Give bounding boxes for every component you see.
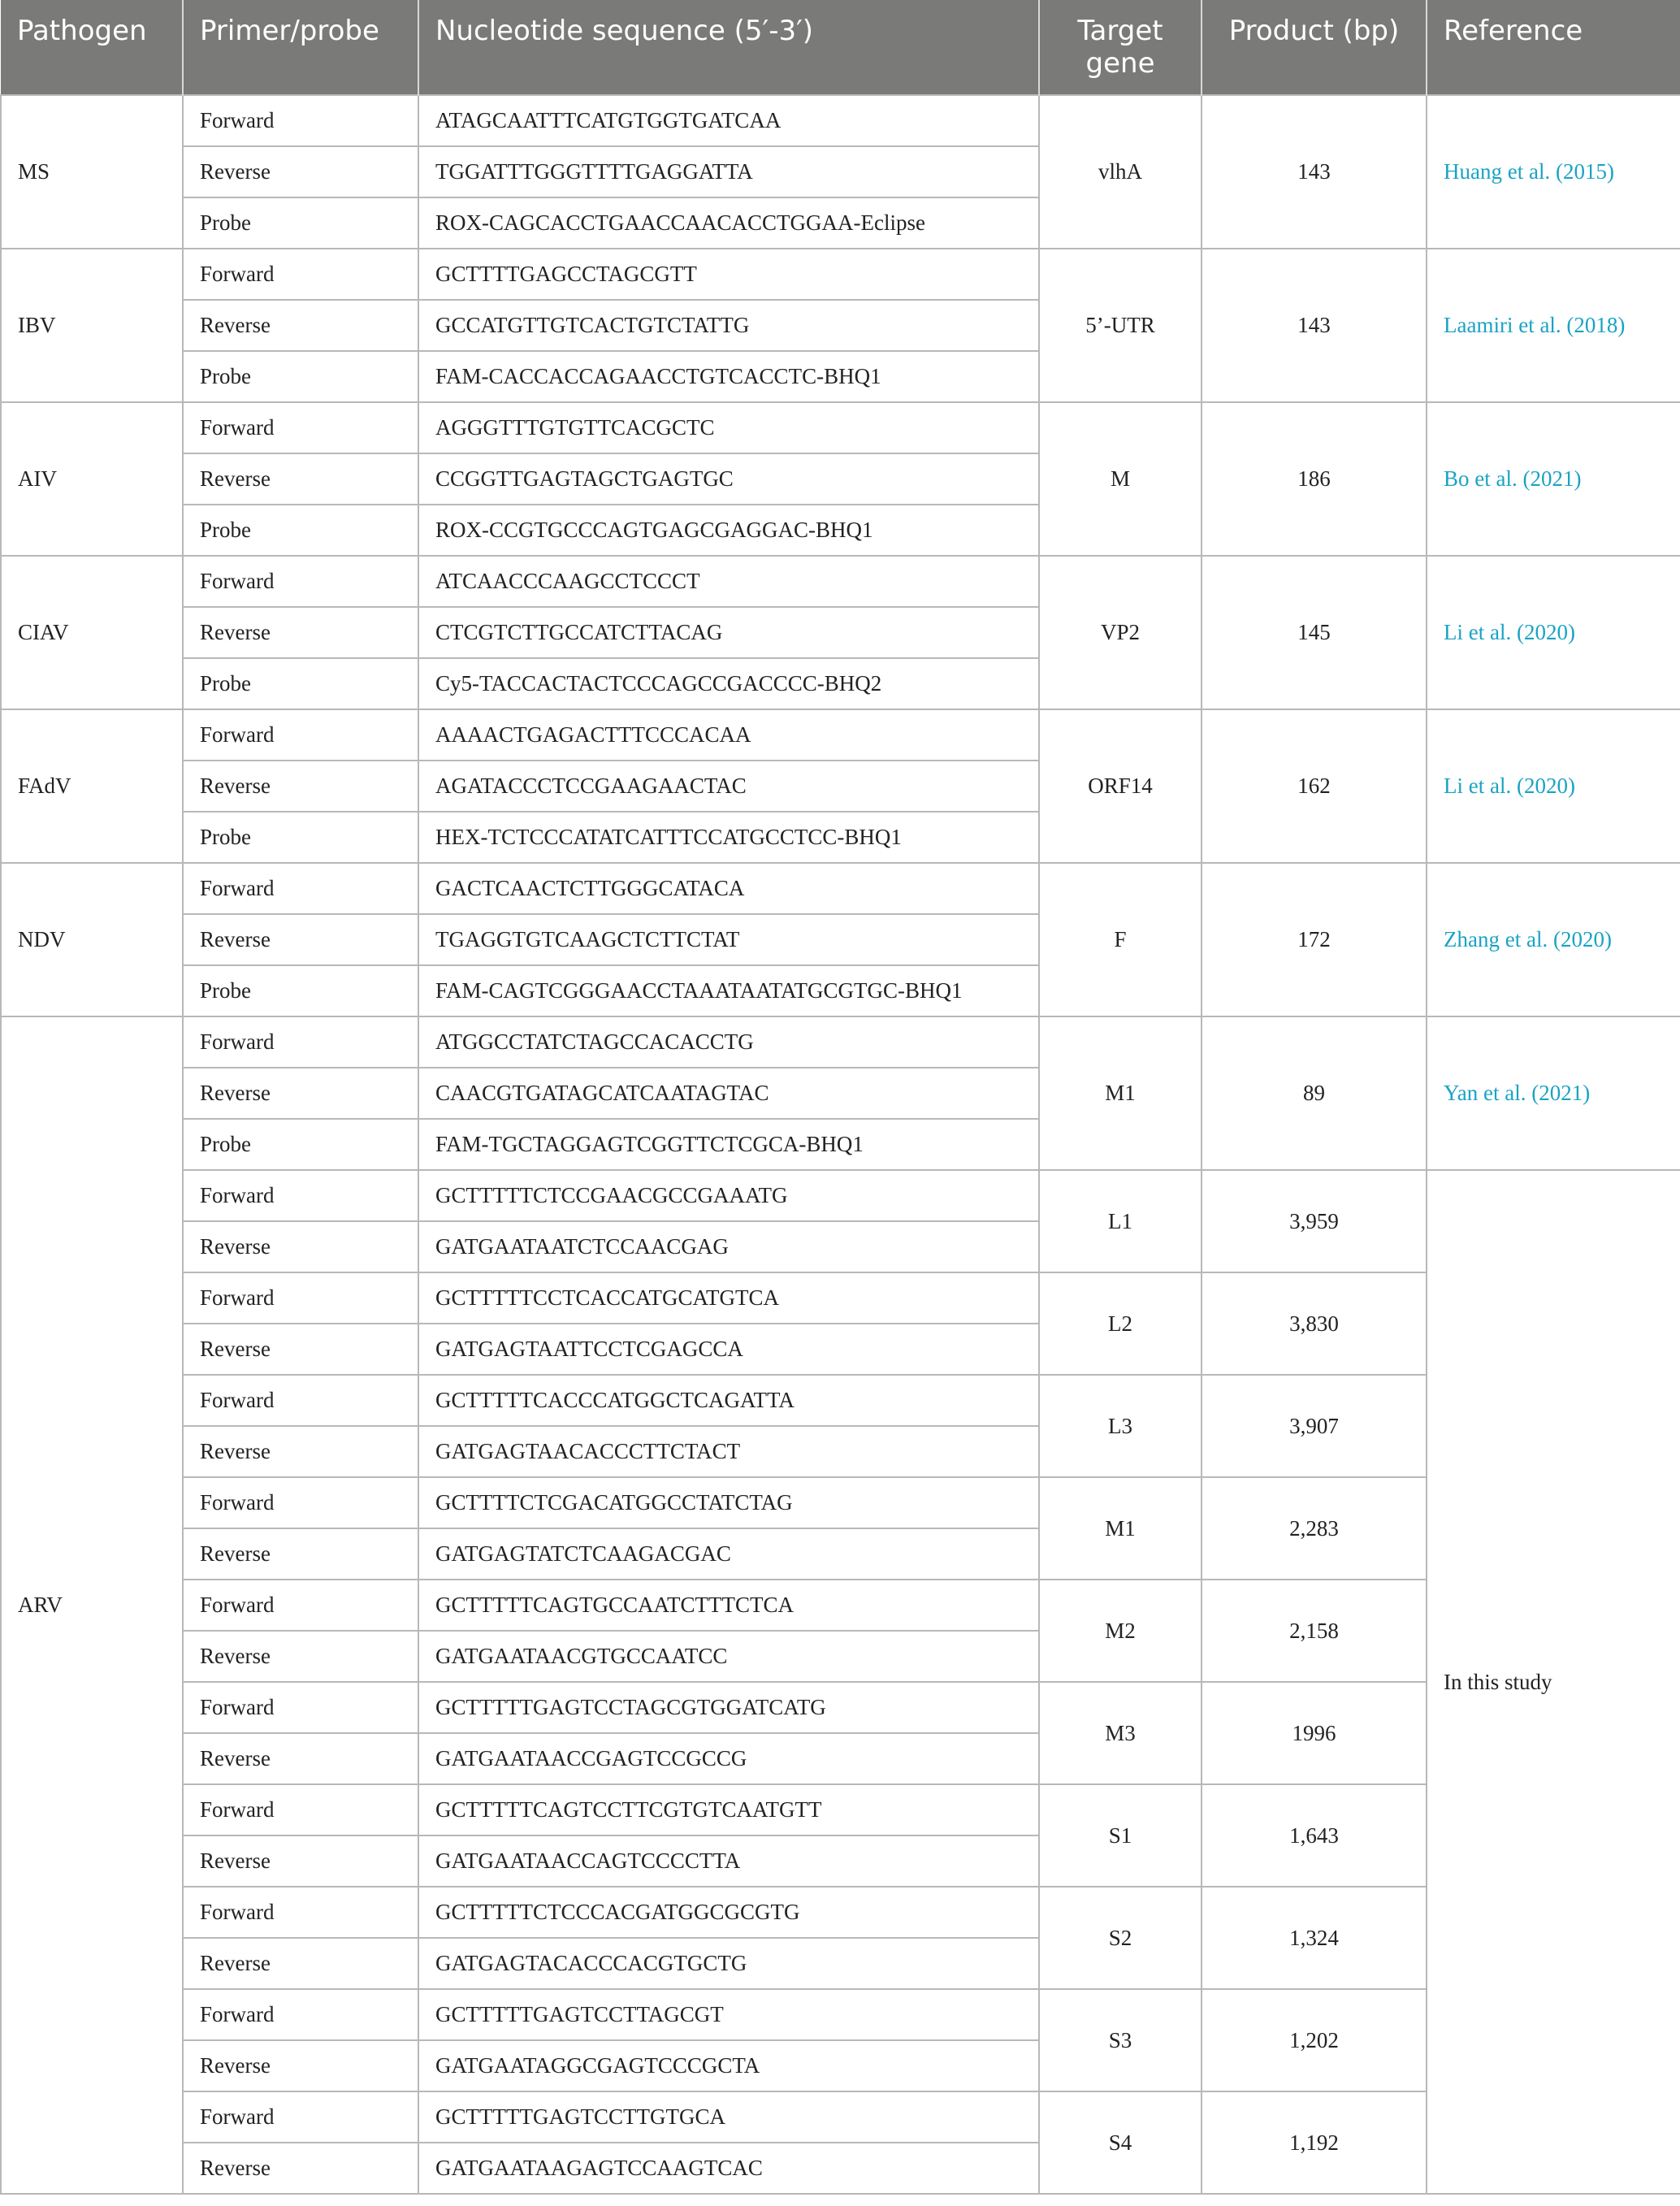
product-cell: 89 bbox=[1202, 1016, 1427, 1170]
sequence-cell: GATGAATAACCGAGTCCGCCG bbox=[418, 1733, 1039, 1784]
sequence-cell: TGGATTTGGGTTTTGAGGATTA bbox=[418, 146, 1039, 197]
primer-type-cell: Probe bbox=[183, 197, 418, 249]
target-gene-cell: S1 bbox=[1039, 1784, 1202, 1887]
sequence-cell: GCTTTTTCCTCACCATGCATGTCA bbox=[418, 1272, 1039, 1324]
primer-type-cell: Reverse bbox=[183, 1835, 418, 1887]
product-cell: 3,830 bbox=[1202, 1272, 1427, 1375]
table-row bbox=[1, 249, 1680, 300]
sequence-cell: GCTTTTGAGCCTAGCGTT bbox=[418, 249, 1039, 300]
sequence-cell: FAM-CACCACCAGAACCTGTCACCTC-BHQ1 bbox=[418, 351, 1039, 402]
product-cell: 172 bbox=[1202, 863, 1427, 1016]
reference-link[interactable]: Li et al. (2020) bbox=[1444, 774, 1575, 798]
pathogen-cell: MS bbox=[1, 95, 183, 249]
sequence-cell: ATAGCAATTTCATGTGGTGATCAA bbox=[418, 95, 1039, 146]
sequence-cell: GATGAATAAGAGTCCAAGTCAC bbox=[418, 2143, 1039, 2194]
target-gene-cell: L3 bbox=[1039, 1375, 1202, 1477]
target-gene-cell: M1 bbox=[1039, 1477, 1202, 1580]
sequence-cell: ROX-CCGTGCCCAGTGAGCGAGGAC-BHQ1 bbox=[418, 505, 1039, 556]
sequence-cell: GATGAATAATCTCCAACGAG bbox=[418, 1221, 1039, 1272]
primer-type-cell: Reverse bbox=[183, 146, 418, 197]
sequence-cell: ROX-CAGCACCTGAACCAACACCTGGAA-Eclipse bbox=[418, 197, 1039, 249]
primer-type-cell: Forward bbox=[183, 1989, 418, 2040]
reference-link[interactable]: Bo et al. (2021) bbox=[1444, 466, 1582, 491]
primer-type-cell: Forward bbox=[183, 556, 418, 607]
primer-type-cell: Forward bbox=[183, 1887, 418, 1938]
primer-type-cell: Forward bbox=[183, 1016, 418, 1068]
pathogen-cell: CIAV bbox=[1, 556, 183, 709]
primer-type-cell: Reverse bbox=[183, 914, 418, 965]
product-cell: 186 bbox=[1202, 402, 1427, 556]
product-cell: 1996 bbox=[1202, 1682, 1427, 1784]
reference-link[interactable]: Yan et al. (2021) bbox=[1444, 1081, 1591, 1105]
sequence-cell: ATCAACCCAAGCCTCCCT bbox=[418, 556, 1039, 607]
primer-type-cell: Probe bbox=[183, 812, 418, 863]
primer-type-cell: Reverse bbox=[183, 1068, 418, 1119]
target-gene-cell: 5’-UTR bbox=[1039, 249, 1202, 402]
pathogen-cell: ARV bbox=[1, 1016, 183, 2194]
sequence-cell: GCTTTTTCAGTGCCAATCTTTCTCA bbox=[418, 1580, 1039, 1631]
product-cell: 143 bbox=[1202, 249, 1427, 402]
sequence-cell: GCTTTTTGAGTCCTTAGCGT bbox=[418, 1989, 1039, 2040]
primer-type-cell: Forward bbox=[183, 2091, 418, 2143]
primer-type-cell: Forward bbox=[183, 1375, 418, 1426]
pathogen-cell: IBV bbox=[1, 249, 183, 402]
sequence-cell: AGATACCCTCCGAAGAACTAC bbox=[418, 761, 1039, 812]
primer-type-cell: Probe bbox=[183, 351, 418, 402]
primer-type-cell: Reverse bbox=[183, 761, 418, 812]
primer-type-cell: Probe bbox=[183, 505, 418, 556]
product-cell: 1,324 bbox=[1202, 1887, 1427, 1989]
sequence-cell: FAM-CAGTCGGGAACCTAAATAATATGCGTGC-BHQ1 bbox=[418, 965, 1039, 1016]
product-cell: 3,959 bbox=[1202, 1170, 1427, 1272]
product-cell: 1,192 bbox=[1202, 2091, 1427, 2194]
product-cell: 1,643 bbox=[1202, 1784, 1427, 1887]
target-gene-cell: S2 bbox=[1039, 1887, 1202, 1989]
sequence-cell: GCTTTTTGAGTCCTAGCGTGGATCATG bbox=[418, 1682, 1039, 1733]
reference-link[interactable]: Huang et al. (2015) bbox=[1444, 159, 1614, 184]
target-gene-cell: VP2 bbox=[1039, 556, 1202, 709]
product-cell: 1,202 bbox=[1202, 1989, 1427, 2091]
sequence-cell: TGAGGTGTCAAGCTCTTCTAT bbox=[418, 914, 1039, 965]
primer-type-cell: Probe bbox=[183, 658, 418, 709]
primer-type-cell: Forward bbox=[183, 249, 418, 300]
sequence-cell: GCTTTTCTCGACATGGCCTATCTAG bbox=[418, 1477, 1039, 1528]
reference-cell bbox=[1427, 249, 1680, 402]
table-row bbox=[1, 1016, 1680, 1068]
reference-link[interactable]: Li et al. (2020) bbox=[1444, 620, 1575, 644]
header-target-gene: Target gene bbox=[1039, 0, 1202, 95]
target-gene-cell: M bbox=[1039, 402, 1202, 556]
target-gene-cell: F bbox=[1039, 863, 1202, 1016]
target-gene-cell: S4 bbox=[1039, 2091, 1202, 2194]
reference-cell bbox=[1427, 1016, 1680, 1170]
table-body bbox=[1, 95, 1680, 2194]
product-cell: 162 bbox=[1202, 709, 1427, 863]
primer-type-cell: Reverse bbox=[183, 1426, 418, 1477]
pathogen-cell: NDV bbox=[1, 863, 183, 1016]
sequence-cell: GACTCAACTCTTGGGCATACA bbox=[418, 863, 1039, 914]
sequence-cell: GATGAATAGGCGAGTCCCGCTA bbox=[418, 2040, 1039, 2091]
target-gene-cell: ORF14 bbox=[1039, 709, 1202, 863]
sequence-cell: AGGGTTTGTGTTCACGCTC bbox=[418, 402, 1039, 453]
header-pathogen: Pathogen bbox=[1, 0, 183, 95]
primer-type-cell: Probe bbox=[183, 965, 418, 1016]
primer-type-cell: Reverse bbox=[183, 2143, 418, 2194]
sequence-cell: GCTTTTTCTCCGAACGCCGAAATG bbox=[418, 1170, 1039, 1221]
primer-type-cell: Forward bbox=[183, 1272, 418, 1324]
reference-link[interactable]: Zhang et al. (2020) bbox=[1444, 927, 1612, 951]
sequence-cell: GATGAATAACGTGCCAATCC bbox=[418, 1631, 1039, 1682]
target-gene-cell: M2 bbox=[1039, 1580, 1202, 1682]
primer-type-cell: Reverse bbox=[183, 1938, 418, 1989]
primer-type-cell: Forward bbox=[183, 863, 418, 914]
sequence-cell: GCTTTTTGAGTCCTTGTGCA bbox=[418, 2091, 1039, 2143]
product-cell: 2,283 bbox=[1202, 1477, 1427, 1580]
target-gene-cell: M1 bbox=[1039, 1016, 1202, 1170]
sequence-cell: AAAACTGAGACTTTCCCACAA bbox=[418, 709, 1039, 761]
primer-type-cell: Probe bbox=[183, 1119, 418, 1170]
reference-link[interactable]: Laamiri et al. (2018) bbox=[1444, 313, 1626, 337]
reference-cell bbox=[1427, 556, 1680, 709]
table-row bbox=[1, 556, 1680, 607]
sequence-cell: ATGGCCTATCTAGCCACACCTG bbox=[418, 1016, 1039, 1068]
primer-type-cell: Forward bbox=[183, 402, 418, 453]
pathogen-cell: AIV bbox=[1, 402, 183, 556]
header-primer-probe: Primer/probe bbox=[183, 0, 418, 95]
sequence-cell: CTCGTCTTGCCATCTTACAG bbox=[418, 607, 1039, 658]
reference-cell bbox=[1427, 709, 1680, 863]
sequence-cell: GCCATGTTGTCACTGTCTATTG bbox=[418, 300, 1039, 351]
primer-type-cell: Forward bbox=[183, 95, 418, 146]
target-gene-cell: M3 bbox=[1039, 1682, 1202, 1784]
primer-type-cell: Reverse bbox=[183, 453, 418, 505]
table-row bbox=[1, 863, 1680, 914]
sequence-cell: GATGAGTATCTCAAGACGAC bbox=[418, 1528, 1039, 1580]
header-row bbox=[1, 0, 1680, 95]
target-gene-cell: vlhA bbox=[1039, 95, 1202, 249]
primer-type-cell: Reverse bbox=[183, 1324, 418, 1375]
sequence-cell: Cy5-TACCACTACTCCCAGCCGACCCC-BHQ2 bbox=[418, 658, 1039, 709]
target-gene-cell: S3 bbox=[1039, 1989, 1202, 2091]
sequence-cell: CCGGTTGAGTAGCTGAGTGC bbox=[418, 453, 1039, 505]
primer-type-cell: Reverse bbox=[183, 607, 418, 658]
sequence-cell: GATGAGTAACACCCTTCTACT bbox=[418, 1426, 1039, 1477]
header-product: Product (bp) bbox=[1202, 0, 1427, 95]
product-cell: 3,907 bbox=[1202, 1375, 1427, 1477]
target-gene-cell: L2 bbox=[1039, 1272, 1202, 1375]
pathogen-cell: FAdV bbox=[1, 709, 183, 863]
primer-type-cell: Reverse bbox=[183, 300, 418, 351]
sequence-cell: GCTTTTTCTCCCACGATGGCGCGTG bbox=[418, 1887, 1039, 1938]
table-row bbox=[1, 95, 1680, 146]
sequence-cell: GATGAGTAATTCCTCGAGCCA bbox=[418, 1324, 1039, 1375]
table-row bbox=[1, 709, 1680, 761]
product-cell: 145 bbox=[1202, 556, 1427, 709]
sequence-cell: FAM-TGCTAGGAGTCGGTTCTCGCA-BHQ1 bbox=[418, 1119, 1039, 1170]
sequence-cell: GCTTTTTCACCCATGGCTCAGATTA bbox=[418, 1375, 1039, 1426]
product-cell: 2,158 bbox=[1202, 1580, 1427, 1682]
header-reference: Reference bbox=[1427, 0, 1680, 95]
primer-type-cell: Forward bbox=[183, 1580, 418, 1631]
reference-cell bbox=[1427, 863, 1680, 1016]
primer-type-cell: Forward bbox=[183, 1784, 418, 1835]
primer-type-cell: Forward bbox=[183, 1682, 418, 1733]
sequence-cell: GATGAGTACACCCACGTGCTG bbox=[418, 1938, 1039, 1989]
primer-type-cell: Forward bbox=[183, 709, 418, 761]
product-cell: 143 bbox=[1202, 95, 1427, 249]
primer-type-cell: Forward bbox=[183, 1170, 418, 1221]
sequence-cell: HEX-TCTCCCATATCATTTCCATGCCTCC-BHQ1 bbox=[418, 812, 1039, 863]
header-nucleotide-sequence: Nucleotide sequence (5′-3′) bbox=[418, 0, 1039, 95]
primer-type-cell: Reverse bbox=[183, 1221, 418, 1272]
primer-type-cell: Reverse bbox=[183, 2040, 418, 2091]
sequence-cell: GATGAATAACCAGTCCCCTTA bbox=[418, 1835, 1039, 1887]
table-row bbox=[1, 402, 1680, 453]
sequence-cell: CAACGTGATAGCATCAATAGTAC bbox=[418, 1068, 1039, 1119]
reference-cell bbox=[1427, 402, 1680, 556]
reference-cell: In this study bbox=[1427, 1170, 1680, 2194]
primer-type-cell: Reverse bbox=[183, 1631, 418, 1682]
target-gene-cell: L1 bbox=[1039, 1170, 1202, 1272]
primer-type-cell: Reverse bbox=[183, 1733, 418, 1784]
primer-type-cell: Forward bbox=[183, 1477, 418, 1528]
primer-type-cell: Reverse bbox=[183, 1528, 418, 1580]
table-row bbox=[1, 1170, 1680, 1221]
reference-cell bbox=[1427, 95, 1680, 249]
sequence-cell: GCTTTTTCAGTCCTTCGTGTCAATGTT bbox=[418, 1784, 1039, 1835]
